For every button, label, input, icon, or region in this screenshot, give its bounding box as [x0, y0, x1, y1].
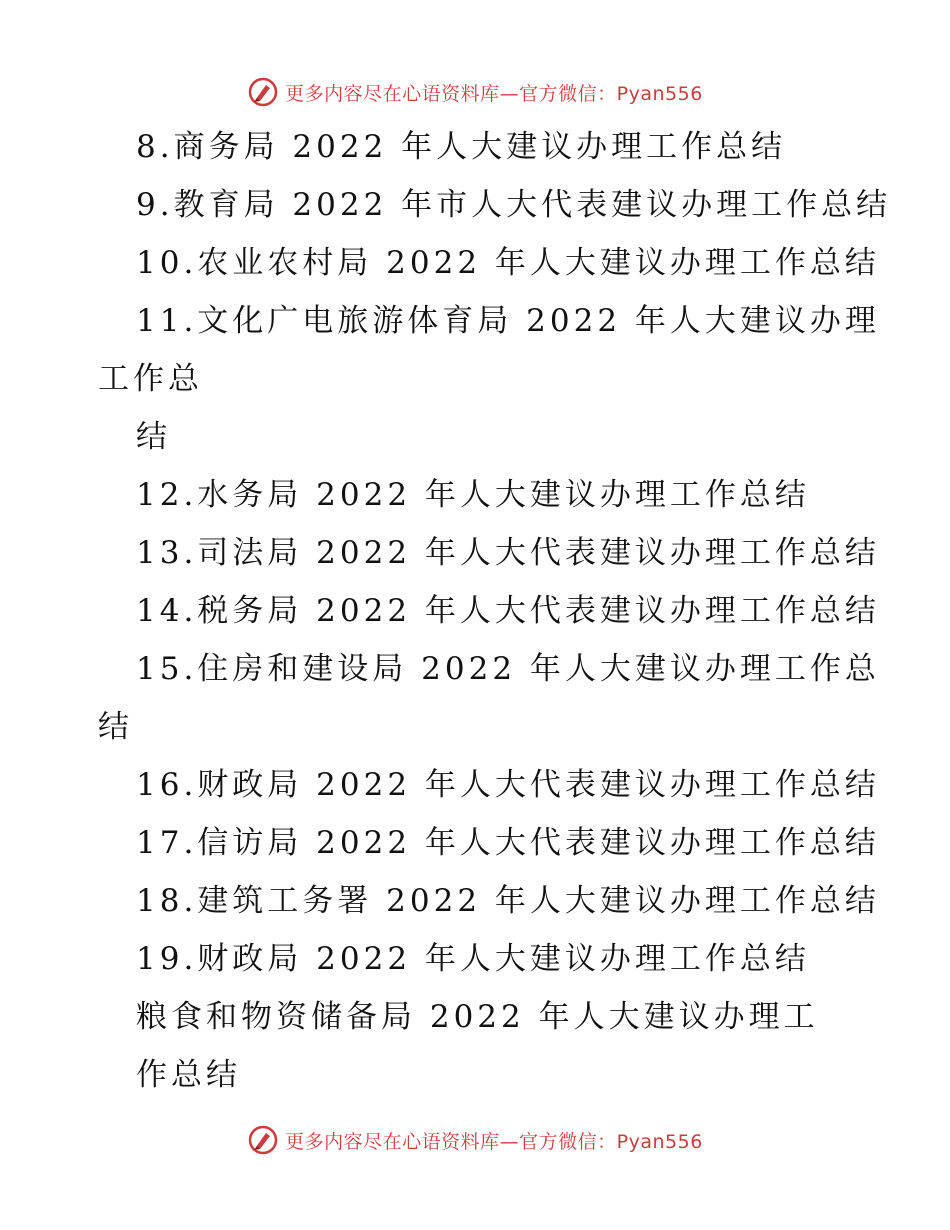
list-item: 18.建筑工务署 2022 年人大建议办理工作总结 — [136, 883, 880, 919]
list-item: 9.教育局 2022 年市人大代表建议办理工作总结 — [136, 187, 892, 223]
list-item: 16.财政局 2022 年人大代表建议办理工作总结 — [136, 767, 880, 803]
list-item: 11.文化广电旅游体育局 2022 年人大建议办理 — [136, 303, 880, 339]
list-item: 13.司法局 2022 年人大代表建议办理工作总结 — [136, 535, 880, 571]
list-item: 10.农业农村局 2022 年人大建议办理工作总结 — [136, 245, 880, 281]
list-item-continuation: 结 — [136, 419, 171, 455]
list-item: 17.信访局 2022 年人大代表建议办理工作总结 — [136, 825, 880, 861]
footer-watermark-banner — [0, 1120, 950, 1160]
list-item: 14.税务局 2022 年人大代表建议办理工作总结 — [136, 593, 880, 629]
pen-nib-icon — [247, 76, 279, 108]
list-item: 12.水务局 2022 年人大建议办理工作总结 — [136, 477, 810, 513]
list-item: 8.商务局 2022 年人大建议办理工作总结 — [136, 129, 787, 165]
list-item-continuation: 结 — [98, 709, 133, 745]
list-item-continuation: 工作总 — [98, 361, 203, 397]
list-item: 19.财政局 2022 年人大建议办理工作总结 — [136, 941, 810, 977]
list-item-continuation: 作总结 — [136, 1057, 241, 1093]
list-item: 粮食和物资储备局 2022 年人大建议办理工 — [136, 999, 819, 1035]
watermark-text: 更多内容尽在心语资料库—官方微信：Pyan556 — [285, 82, 703, 105]
watermark-text: 更多内容尽在心语资料库—官方微信：Pyan556 — [285, 1130, 703, 1153]
list-item: 15.住房和建设局 2022 年人大建议办理工作总 — [136, 651, 880, 687]
header-watermark-banner — [0, 72, 950, 112]
pen-nib-icon — [247, 1124, 279, 1156]
